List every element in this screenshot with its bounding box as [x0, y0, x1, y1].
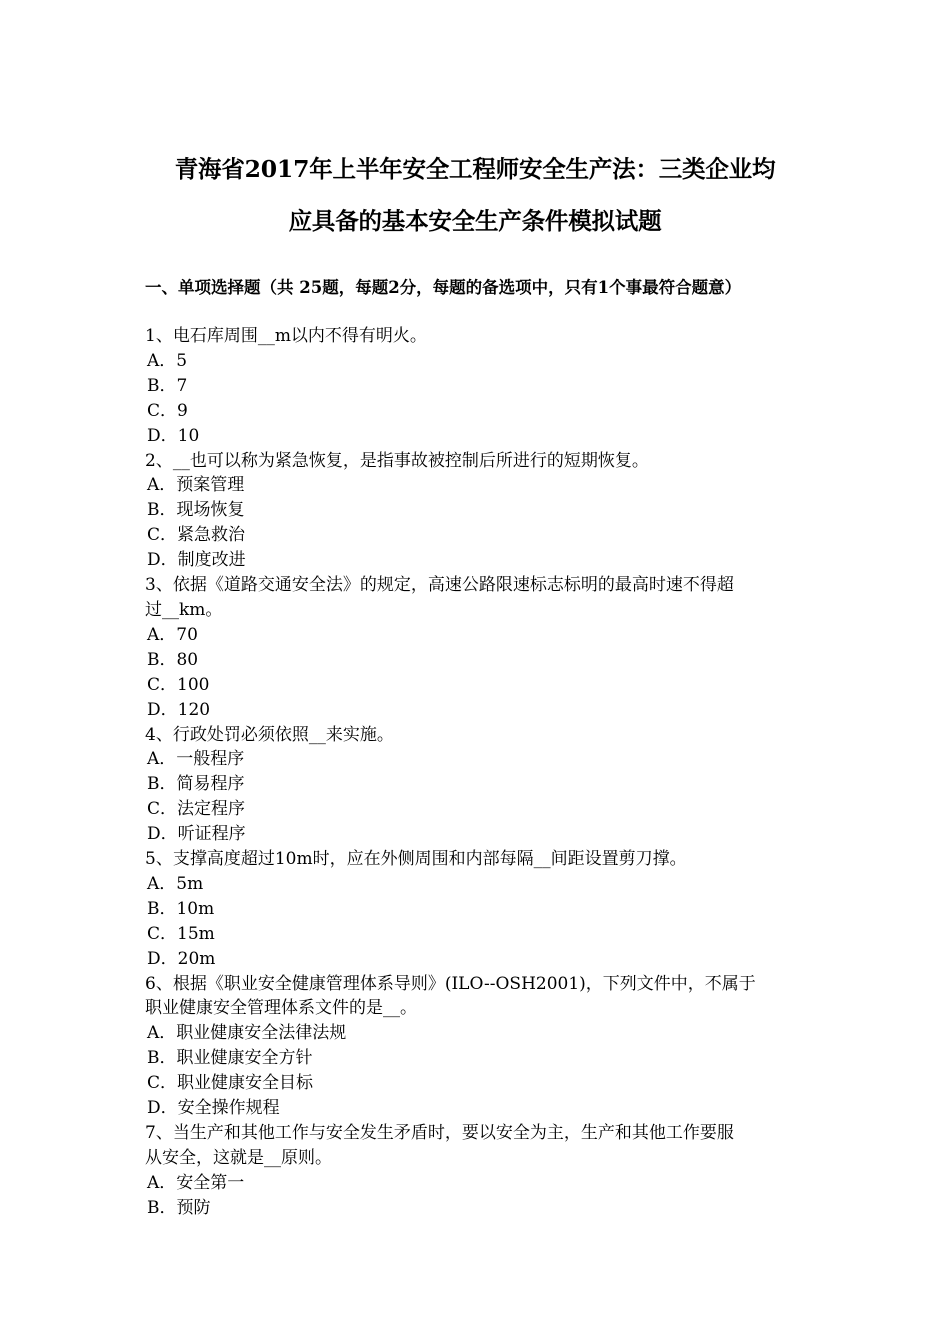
- answer-option: C．15m: [147, 923, 215, 944]
- answer-option: A．职业健康安全法律法规: [147, 1023, 347, 1044]
- answer-option: B．7: [147, 375, 188, 396]
- question-item: [145, 573, 810, 722]
- answer-option: B．职业健康安全方针: [147, 1048, 313, 1069]
- question-stem: 从安全，这就是__原则。: [145, 1147, 332, 1168]
- question-item: [145, 972, 810, 1121]
- question-item: [145, 847, 810, 972]
- answer-option: B．预防: [147, 1197, 211, 1218]
- answer-option: B．10m: [147, 898, 215, 919]
- document-title-line-2: 应具备的基本安全生产条件模拟试题: [288, 207, 662, 235]
- question-stem: 5、支撑高度超过10m时，应在外侧周围和内部每隔__间距设置剪刀撑。: [145, 849, 687, 870]
- answer-option: D．10: [147, 425, 200, 446]
- answer-option: C．法定程序: [147, 799, 246, 820]
- question-stem: 7、当生产和其他工作与安全发生矛盾时，要以安全为主，生产和其他工作要服: [145, 1123, 734, 1143]
- answer-option: D．20m: [147, 948, 216, 969]
- answer-option: B．简易程序: [147, 774, 245, 795]
- question-list: [145, 324, 810, 1221]
- answer-option: A．70: [147, 624, 198, 645]
- answer-option: D．120: [147, 699, 211, 720]
- answer-option: B．现场恢复: [147, 500, 245, 521]
- answer-option: D．制度改进: [147, 550, 246, 571]
- question-stem: 1、电石库周围__m以内不得有明火。: [145, 326, 427, 346]
- answer-option: C．9: [147, 400, 188, 421]
- question-stem: 4、行政处罚必须依照__来实施。: [145, 724, 394, 745]
- question-stem: 职业健康安全管理体系文件的是__。: [145, 998, 417, 1019]
- question-stem: 2、__也可以称为紧急恢复，是指事故被控制后所进行的短期恢复。: [145, 450, 649, 471]
- answer-option: A．一般程序: [147, 749, 245, 770]
- question-item: [145, 723, 810, 848]
- document-title-line-1: 青海省2017年上半年安全工程师安全生产法：三类企业均: [174, 155, 776, 183]
- answer-option: D．听证程序: [147, 824, 246, 845]
- question-item: [145, 449, 810, 574]
- answer-option: C．紧急救治: [147, 525, 246, 546]
- answer-option: B．80: [147, 649, 199, 670]
- answer-option: D．安全操作规程: [147, 1098, 280, 1119]
- answer-option: A．安全第一: [147, 1172, 245, 1193]
- question-stem: 6、根据《职业安全健康管理体系导则》(ILO--OSH2001)，下列文件中，不属于: [145, 973, 756, 994]
- answer-option: A．5m: [147, 873, 204, 894]
- answer-option: C．100: [147, 674, 210, 695]
- question-stem: 过__km。: [145, 599, 223, 620]
- question-stem: 3、依据《道路交通安全法》的规定，高速公路限速标志标明的最高时速不得超: [145, 575, 734, 596]
- question-item: [145, 1121, 810, 1221]
- answer-option: C．职业健康安全目标: [147, 1073, 314, 1094]
- question-item: [145, 324, 810, 449]
- section-heading: 一、单项选择题（共 25题，每题2分，每题的备选项中，只有1个事最符合题意）: [145, 278, 742, 297]
- answer-option: A．预案管理: [147, 475, 245, 496]
- answer-option: A．5: [147, 350, 188, 371]
